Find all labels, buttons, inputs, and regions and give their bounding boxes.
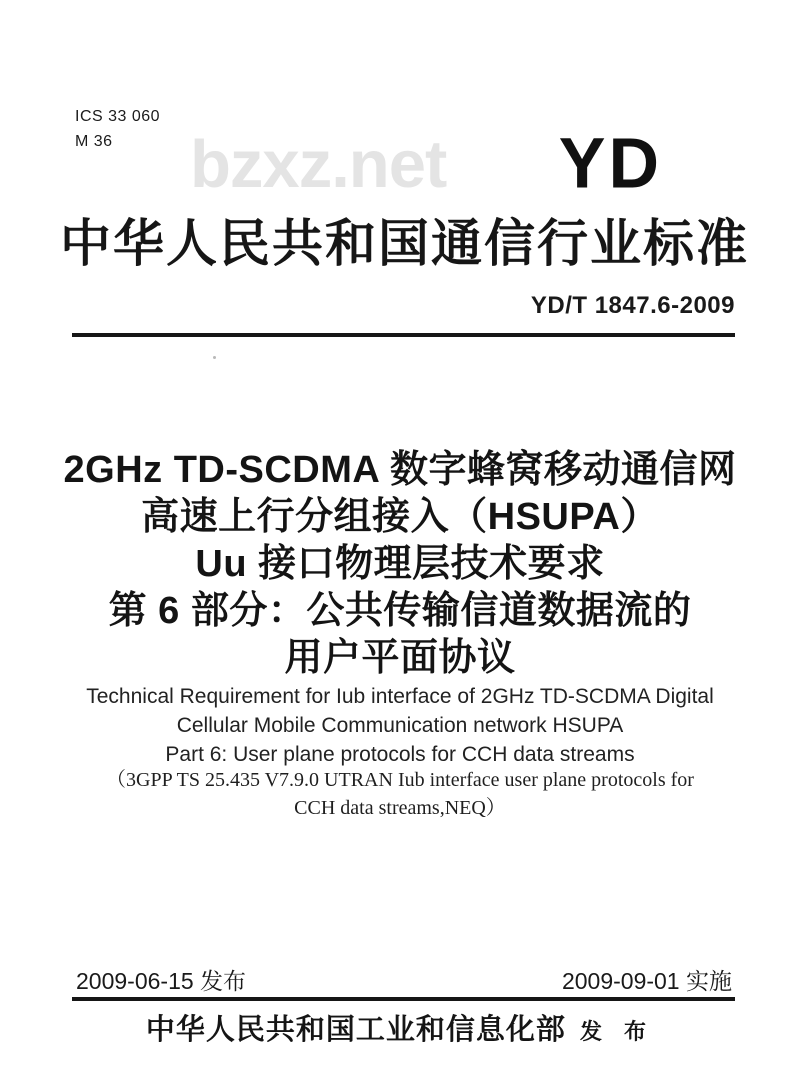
reference-line-1: （3GPP TS 25.435 V7.9.0 UTRAN Iub interface user plane protocols for [106, 769, 694, 791]
title-line-4: 第 6 部分：公共传输信道数据流的 [108, 590, 692, 632]
issuer-action: 发 布 [579, 1019, 655, 1044]
footer-rule [72, 997, 735, 1001]
title-line-1: 2GHz TD-SCDMA 数字蜂窝移动通信网 [63, 449, 737, 491]
issuer-line [0, 1007, 800, 1048]
yd-logo: YD [558, 123, 662, 203]
watermark-text: bzxz.net [190, 127, 447, 202]
title-line-2: 高速上行分组接入（HSUPA） [141, 496, 659, 538]
reference-line-2: CCH data streams,NEQ） [294, 797, 506, 819]
document-title-cn [30, 447, 770, 682]
scan-speck [213, 356, 216, 359]
standard-body-title: 中华人民共和国通信行业标准 [60, 215, 750, 272]
document-title-en [30, 682, 770, 769]
title-en-line-1: Technical Requirement for Iub interface of 2GHz TD-SCDMA Digital [86, 685, 714, 708]
issuer-name: 中华人民共和国工业和信息化部 [145, 1014, 566, 1046]
reference-3gpp [30, 766, 770, 822]
standard-number: YD/T 1847.6-2009 [530, 292, 735, 319]
title-en-line-2: Cellular Mobile Communication network HSUPA [176, 714, 624, 737]
issue-date: 2009-06-15 发布 [76, 968, 247, 994]
doc-class-code: M 36 [75, 133, 113, 150]
header-rule [72, 333, 735, 337]
implement-date: 2009-09-01 实施 [561, 968, 732, 994]
title-line-3: Uu 接口物理层技术要求 [195, 543, 605, 585]
title-en-line-3: Part 6: User plane protocols for CCH data streams [165, 743, 635, 766]
classification-codes [75, 104, 160, 154]
ics-code: ICS 33 060 [75, 108, 161, 125]
date-row [76, 963, 732, 996]
title-line-5: 用户平面协议 [284, 637, 516, 679]
